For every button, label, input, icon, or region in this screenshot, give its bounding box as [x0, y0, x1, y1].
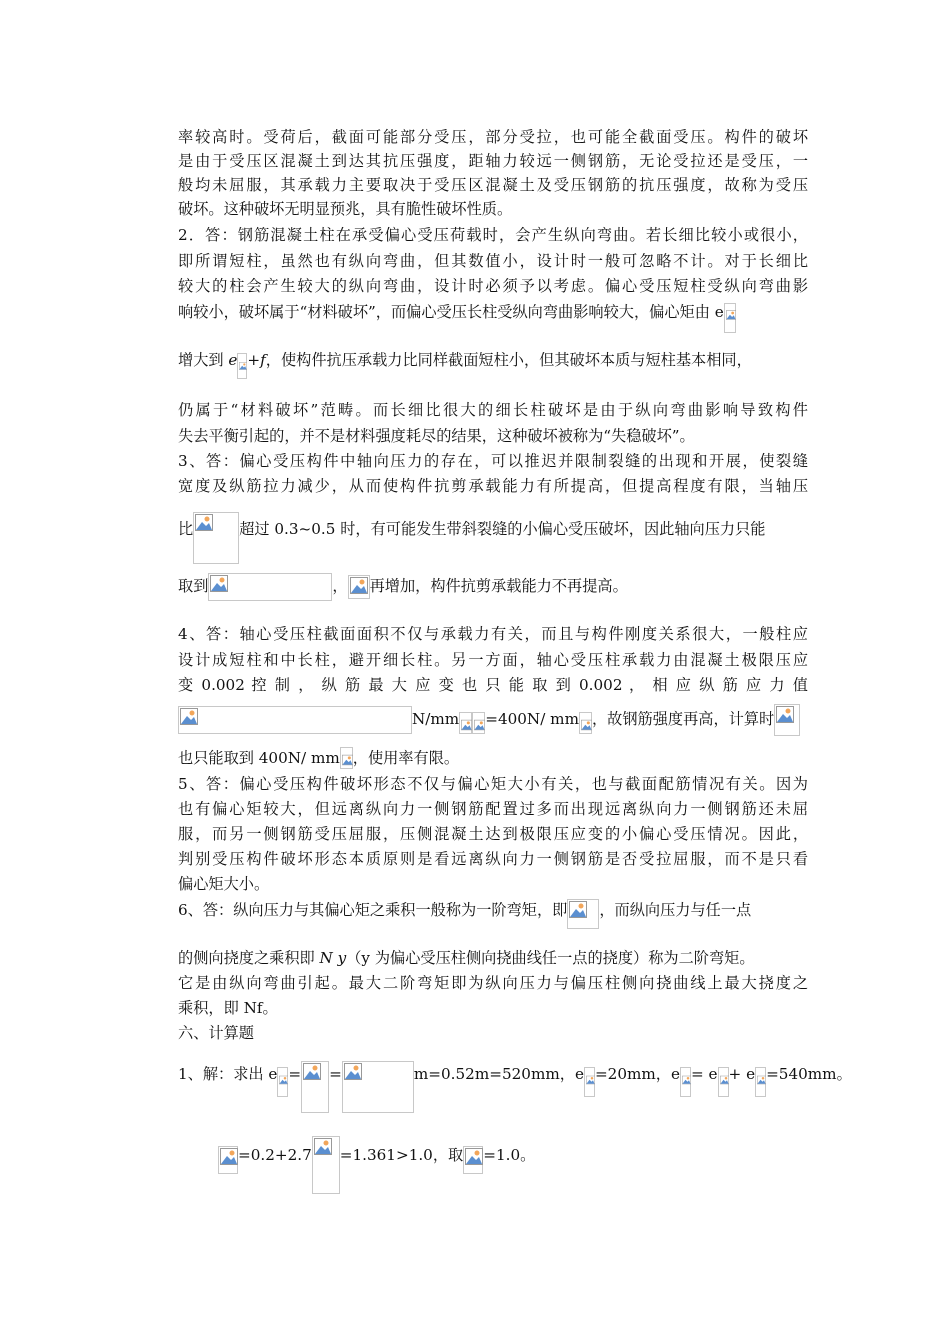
broken-image-icon [581, 714, 599, 731]
paragraph-line [178, 573, 808, 601]
formula-image [567, 899, 599, 929]
text-run: =1.0。 [483, 1146, 536, 1164]
math-symbol: +f [247, 351, 266, 369]
paragraph-line [178, 704, 808, 736]
formula-image [342, 1061, 414, 1113]
formula-image [340, 747, 353, 769]
paragraph-line [178, 300, 808, 333]
broken-image-icon [569, 901, 587, 918]
paragraph-line [178, 898, 808, 929]
text-run: 再增加，构件抗剪承载能力不再提高。 [369, 577, 628, 595]
text-run: = [329, 1065, 342, 1083]
paragraph-line [178, 746, 808, 770]
text-run: 也只能取到 400N/ mm [178, 749, 340, 767]
broken-image-icon [726, 305, 744, 322]
formula-image [301, 1061, 329, 1113]
text-run: ，使用率有限。 [352, 749, 460, 767]
paragraph-line: 服，而另一侧钢筋受压屈服，压侧混凝土达到极限压应变的小偏心受压情况。因此， [178, 825, 808, 843]
text-run: + e [728, 1065, 756, 1083]
broken-image-icon [314, 1138, 332, 1155]
calc-line [178, 1136, 848, 1194]
text-run: =0.2+2.7 [238, 1146, 312, 1164]
formula-image [348, 575, 370, 599]
text-run: = [288, 1065, 302, 1083]
paragraph-line: 是由于受压区混凝土到达其抗压强度，距轴力较远一侧钢筋，无论受拉还是受压，一 [178, 152, 808, 170]
broken-image-icon [757, 1069, 775, 1086]
broken-image-icon [180, 708, 198, 725]
broken-image-icon [682, 1069, 700, 1086]
section-title: 六、计算题 [178, 1024, 254, 1042]
formula-image [208, 573, 332, 601]
text-run: ，而纵向压力与任一点 [599, 901, 752, 919]
broken-image-icon [720, 1069, 738, 1086]
broken-image-icon [195, 514, 213, 531]
formula-image [579, 712, 592, 734]
text-run: 响较小，破坏属于“材料破坏”，而偏心受压长柱受纵向弯曲影响较大，偏心矩由 e [178, 303, 724, 321]
broken-image-icon [279, 1069, 297, 1086]
formula-image [459, 712, 472, 734]
paragraph-line: 3、答：偏心受压构件中轴向压力的存在，可以推迟并限制裂缝的出现和开展，使裂缝 [178, 452, 808, 470]
broken-image-icon [586, 1069, 604, 1086]
text-run: N/mm [412, 710, 460, 728]
text-run: ， [332, 577, 348, 595]
paragraph-line: 即所谓短柱，虽然也有纵向弯曲，但其数值小，设计时一般可忽略不计。对于长细比 [178, 252, 808, 270]
text-run: ，使构件抗压承载力比同样截面短柱小，但其破坏本质与短柱基本相同， [265, 351, 752, 369]
text-run: ，故钢筋强度再高，计算时 [591, 710, 775, 728]
text-run: 6、答：纵向压力与其偏心矩之乘积一般称为一阶弯矩，即 [178, 901, 568, 919]
formula-image [193, 512, 239, 564]
broken-image-icon [344, 1063, 362, 1080]
paragraph-line: 设计成短柱和中长柱，避开细长柱。另一方面，轴心受压柱承载力由混凝土极限压应 [178, 651, 808, 669]
broken-image-icon [239, 355, 257, 372]
text-run: m=0.52m=520mm，e [413, 1065, 584, 1083]
formula-image [472, 712, 485, 734]
text-run: 超过 0.3~0.5 时，有可能发生带斜裂缝的小偏心受压破坏，因此轴向压力只能 [239, 520, 766, 538]
text-run: = e [690, 1065, 718, 1083]
broken-image-icon [776, 706, 794, 723]
paragraph-line: 5、答：偏心受压构件破坏形态不仅与偏心矩大小有关，也与截面配筋情况有关。因为 [178, 775, 808, 793]
broken-image-icon [342, 749, 360, 766]
text-run: 取到 [178, 577, 209, 595]
formula-image [312, 1136, 340, 1194]
paragraph-line: 也有偏心矩较大，但远离纵向力一侧钢筋配置过多而出现远离纵向力一侧钢筋还未屈 [178, 800, 808, 818]
broken-image-icon [220, 1148, 238, 1165]
broken-image-icon [210, 575, 228, 592]
formula-image [463, 1146, 483, 1174]
formula-image [178, 706, 412, 734]
text-run: 1、解：求出 e [178, 1065, 278, 1083]
formula-image [277, 1067, 288, 1097]
text-run: =540mm。 [766, 1065, 852, 1083]
paragraph-line: 它是由纵向弯曲引起。最大二阶弯矩即为纵向压力与偏压柱侧向挠曲线上最大挠度之 [178, 974, 808, 992]
paragraph-line: 变 0.002 控 制 ， 纵 筋 最 大 应 变 也 只 能 取 到 0.002 ， 相 应 纵 筋 应 力 值 [178, 676, 808, 694]
paragraph-line [178, 946, 808, 970]
paragraph-line: 般均未屈服，其承载力主要取决于受压区混凝土及受压钢筋的抗压强度，故称为受压 [178, 176, 808, 194]
broken-image-icon [303, 1063, 321, 1080]
text-run: =400N/ mm [485, 710, 579, 728]
math-symbol: e [228, 351, 238, 369]
paragraph-line: 宽度及纵筋拉力减少，从而使构件抗剪承载能力有所提高，但提高程度有限，当轴压 [178, 477, 808, 495]
formula-image [218, 1146, 238, 1174]
paragraph-line: 失去平衡引起的，并不是材料强度耗尽的结果，这种破坏被称为“失稳破坏”。 [178, 427, 695, 445]
paragraph-line: 较大的柱会产生较大的纵向弯曲，设计时必须予以考虑。偏心受压短柱受纵向弯曲影 [178, 277, 808, 295]
paragraph-line: 率较高时。受荷后，截面可能部分受压，部分受拉，也可能全截面受压。构件的破坏 [178, 128, 808, 146]
paragraph-line: 判别受压构件破坏形态本质原则是看远离纵向力一侧钢筋是否受拉屈服，而不是只看 [178, 850, 808, 868]
paragraph-line [178, 348, 808, 379]
text-run: 增大到 [178, 351, 229, 369]
paragraph-line: 仍属于“材料破坏”范畴。而长细比很大的细长柱破坏是由于纵向弯曲影响导致构件 [178, 401, 808, 419]
text-run: 比 [178, 520, 194, 538]
text-run: （y 为偏心受压柱侧向挠曲线任一点的挠度）称为二阶弯矩。 [346, 949, 755, 967]
formula-image [584, 1067, 595, 1097]
paragraph-line: 乘积，即 Nf。 [178, 999, 278, 1017]
paragraph-line [178, 512, 808, 564]
broken-image-icon [465, 1148, 483, 1165]
text-run: =1.361>1.0，取 [339, 1146, 464, 1164]
paragraph-line: 2．答：钢筋混凝土柱在承受偏心受压荷载时，会产生纵向弯曲。若长细比较小或很小， [178, 226, 808, 244]
formula-image [718, 1067, 729, 1097]
text-run: 的侧向挠度之乘积即 [178, 949, 320, 967]
paragraph-line: 偏心矩大小。 [178, 875, 270, 893]
formula-image [774, 704, 800, 736]
paragraph-line: 4、答：轴心受压柱截面面积不仅与承载力有关，而且与构件刚度关系很大，一般柱应 [178, 625, 808, 643]
formula-image [680, 1067, 691, 1097]
calc-line [178, 1061, 852, 1113]
broken-image-icon [350, 577, 368, 594]
text-run: =20mm，e [594, 1065, 680, 1083]
paragraph-line: 破坏。这种破坏无明显预兆，具有脆性破坏性质。 [178, 200, 513, 218]
math-symbol: N y [319, 949, 347, 967]
formula-image [755, 1067, 766, 1097]
formula-image [724, 303, 736, 333]
broken-image-icon [474, 714, 492, 731]
formula-image [237, 353, 247, 379]
